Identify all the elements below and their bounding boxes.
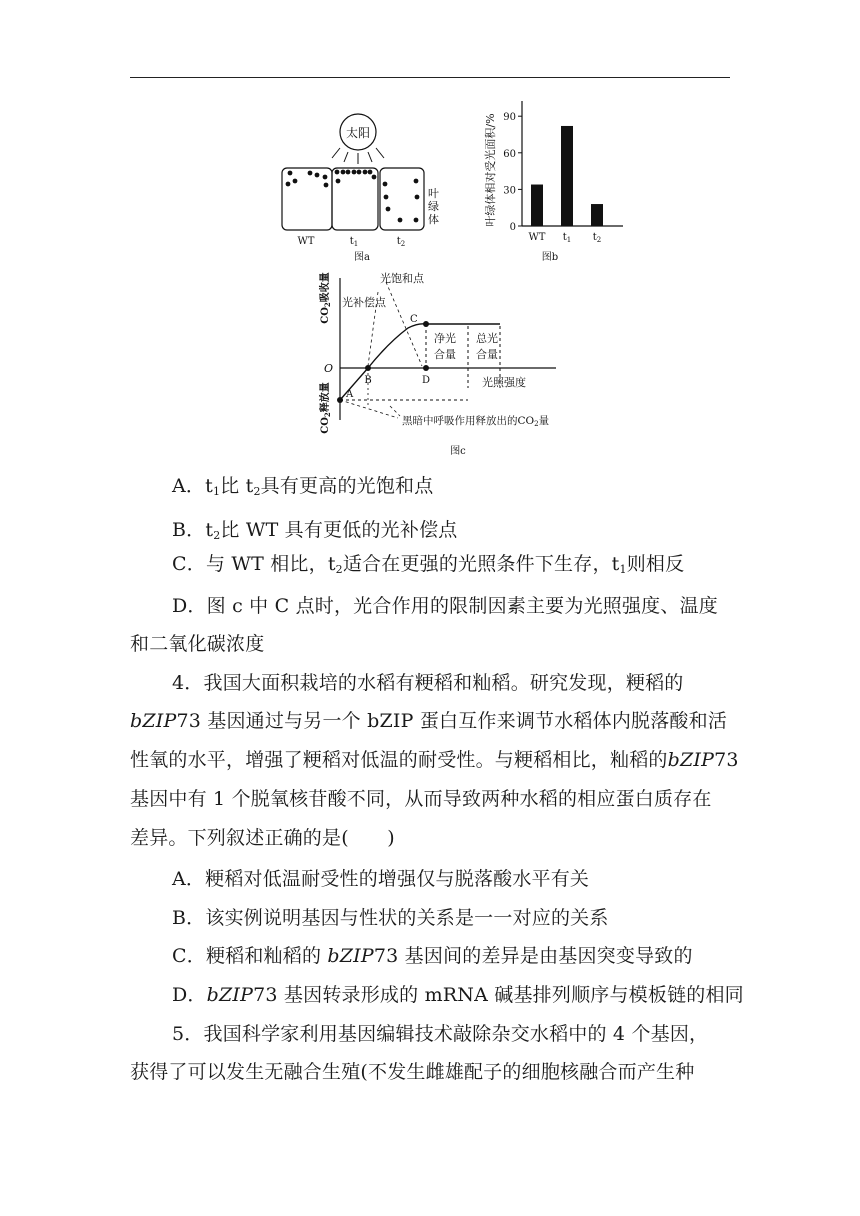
- q4-line5: 差异。下列叙述正确的是( ): [130, 827, 395, 849]
- figure-c-caption: 图c: [450, 446, 466, 457]
- q3-option-c: C．与 WT 相比，$t_2$适合在更强的光照条件下生存，$t_1$则相反: [172, 553, 685, 576]
- q3-option-d-line1: D．图 c 中 C 点时，光合作用的限制因素主要为光照强度、温度: [172, 595, 718, 617]
- q4-line2: bZIP73 基因通过与另一个 bZIP 蛋白互作来调节水稻体内脱落酸和活: [130, 710, 728, 732]
- y-label-absorb: $CO_2$吸收量: [320, 272, 332, 324]
- figure-c: [318, 268, 588, 463]
- y-tick-label: 60: [503, 148, 516, 160]
- figure-a-caption: 图a: [354, 252, 370, 263]
- point-a: [337, 397, 343, 403]
- point-b: [365, 365, 371, 371]
- x-tick-label: $t_1$: [562, 232, 572, 244]
- light-saturation-label: 光饱和点: [380, 272, 424, 285]
- cell-label-t1: $t_1$: [349, 236, 359, 248]
- figure-b-caption: 图b: [541, 252, 559, 263]
- cell-label-wt: WT: [297, 236, 315, 247]
- label-b: B: [364, 375, 372, 386]
- figure-a: [270, 96, 460, 266]
- net-photosynthesis-1: 净光: [434, 332, 456, 345]
- bar-t1: [561, 126, 573, 226]
- q4-line3: 性氧的水平，增强了粳稻对低温的耐受性。与粳稻相比，籼稻的bZIP73: [130, 749, 739, 771]
- label-d: D: [421, 375, 431, 386]
- x-tick-label: WT: [528, 232, 546, 243]
- y-tick-label: 30: [503, 185, 516, 197]
- svg-text:绿: 绿: [428, 200, 439, 213]
- figure-b: [478, 96, 638, 266]
- bar-wt: [531, 185, 543, 226]
- q4-option-c: C．粳稻和籼稻的 bZIP73 基因间的差异是由基因突变导致的: [172, 945, 693, 967]
- total-photosynthesis-2: 合量: [476, 348, 498, 361]
- cell-t1: [332, 168, 378, 230]
- sun-label: 太阳: [345, 126, 371, 140]
- net-photosynthesis-2: 合量: [434, 348, 456, 361]
- q4-option-d: D．bZIP73 基因转录形成的 mRNA 碱基排列顺序与模板链的相同: [172, 984, 744, 1006]
- q4-line4: 基因中有 1 个脱氧核苷酸不同，从而导致两种水稻的相应蛋白质存在: [130, 788, 712, 810]
- x-axis-label: 光照强度: [482, 376, 526, 389]
- q4-option-a: A．粳稻对低温耐受性的增强仅与脱落酸水平有关: [172, 868, 590, 890]
- point-c: [423, 321, 429, 327]
- point-d: [423, 365, 429, 371]
- y-tick-label: 90: [503, 112, 516, 124]
- q4-line1: 4．我国大面积栽培的水稻有粳稻和籼稻。研究发现，粳稻的: [172, 672, 684, 694]
- label-c: C: [410, 314, 418, 325]
- y-tick-label: 0: [509, 222, 516, 233]
- dark-respiration-label: 黑暗中呼吸作用释放出的CO2量: [402, 415, 550, 428]
- y-axis-label: 叶绿体相对受光面积/%: [484, 113, 497, 227]
- label-a: A: [346, 389, 354, 400]
- chloroplast-dots: [286, 170, 420, 223]
- q3-option-a: A．$t_1$比 $t_2$具有更高的光饱和点: [172, 475, 434, 498]
- origin-label: O: [324, 362, 334, 375]
- q3-option-b: B．$t_2$比 WT 具有更低的光补偿点: [172, 519, 458, 542]
- chloroplast-label: 叶: [428, 187, 439, 200]
- header-rule: [130, 77, 730, 78]
- q5-line2: 获得了可以发生无融合生殖(不发生雌雄配子的细胞核融合而产生种: [130, 1061, 695, 1083]
- y-label-release: $CO_2$释放量: [320, 382, 332, 434]
- svg-text:体: 体: [428, 213, 439, 226]
- total-photosynthesis-1: 总光: [476, 332, 498, 345]
- bar-t2: [591, 204, 603, 226]
- q4-option-b: B．该实例说明基因与性状的关系是一一对应的关系: [172, 907, 609, 929]
- light-compensation-label: 光补偿点: [342, 296, 386, 309]
- q3-option-d-line2: 和二氧化碳浓度: [130, 633, 265, 655]
- sun-icon: [332, 114, 384, 164]
- x-tick-label: $t_2$: [592, 232, 602, 244]
- q5-line1: 5．我国科学家利用基因编辑技术敲除杂交水稻中的 4 个基因，: [172, 1023, 709, 1045]
- cell-label-t2: $t_2$: [396, 236, 406, 248]
